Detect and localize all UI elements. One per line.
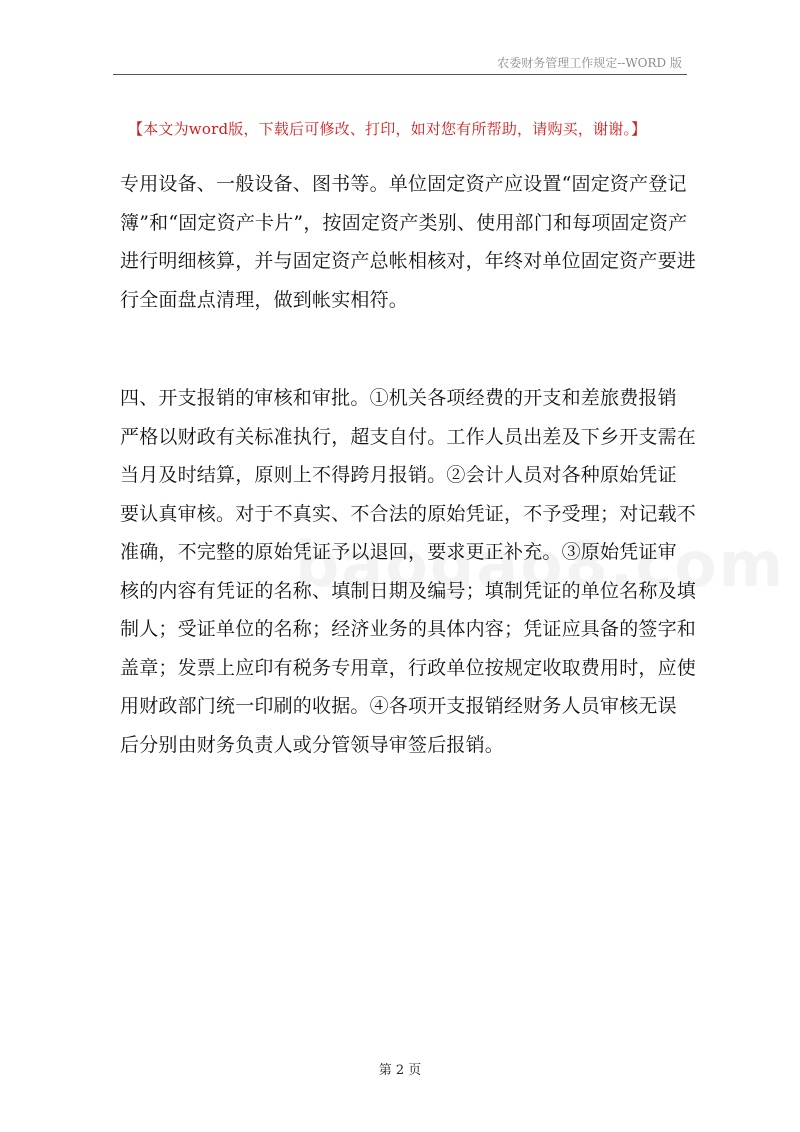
text-line: 要认真审核。对于不真实、不合法的原始凭证，不予受理；对记载不 [120,502,697,525]
text-line: 准确，不完整的原始凭证予以退回，要求更正补充。③原始凭证审 [120,541,677,563]
download-notice: 【本文为word版，下载后可修改、打印，如对您有所帮助，请购买，谢谢。】 [128,120,647,138]
text-line: 核的内容有凭证的名称、填制日期及编号；填制凭证的单位名称及填 [120,579,697,602]
text-line: 制人；受证单位的名称；经济业务的具体内容；凭证应具备的签字和 [120,618,697,640]
text-line: 行全面盘点清理，做到帐实相符。 [120,288,409,311]
text-line: 严格以财政有关标准执行，超支自付。工作人员出差及下乡开支需在 [120,425,697,448]
text-line: 后分别由财务负责人或分管领导审签后报销。 [120,733,505,756]
text-line: 当月及时结算，原则上不得跨月报销。②会计人员对各种原始凭证 [120,464,677,486]
text-line: 用财政部门统一印刷的收据。④各项开支报销经财务人员审核无误 [120,695,677,717]
text-line: 进行明细核算，并与固定资产总帐相核对，年终对单位固定资产要进 [120,250,697,272]
page-number: 第 2 页 [378,1063,422,1078]
paragraph-fixed-assets [120,165,697,319]
text-line: 四、开支报销的审核和审批。①机关各项经费的开支和差旅费报销 [120,387,677,409]
page-header-title: 农委财务管理工作规定--WORD 版 [497,56,682,70]
header-divider [113,74,687,75]
text-line: 专用设备、一般设备、图书等。单位固定资产应设置“固定资产登记 [120,173,687,195]
text-line: 盖章；发票上应印有税务专用章，行政单位按规定收取费用时，应使 [120,656,697,679]
text-line: 簿”和“固定资产卡片”，按固定资产类别、使用部门和每项固定资产 [120,211,688,234]
watermark [295,528,785,601]
